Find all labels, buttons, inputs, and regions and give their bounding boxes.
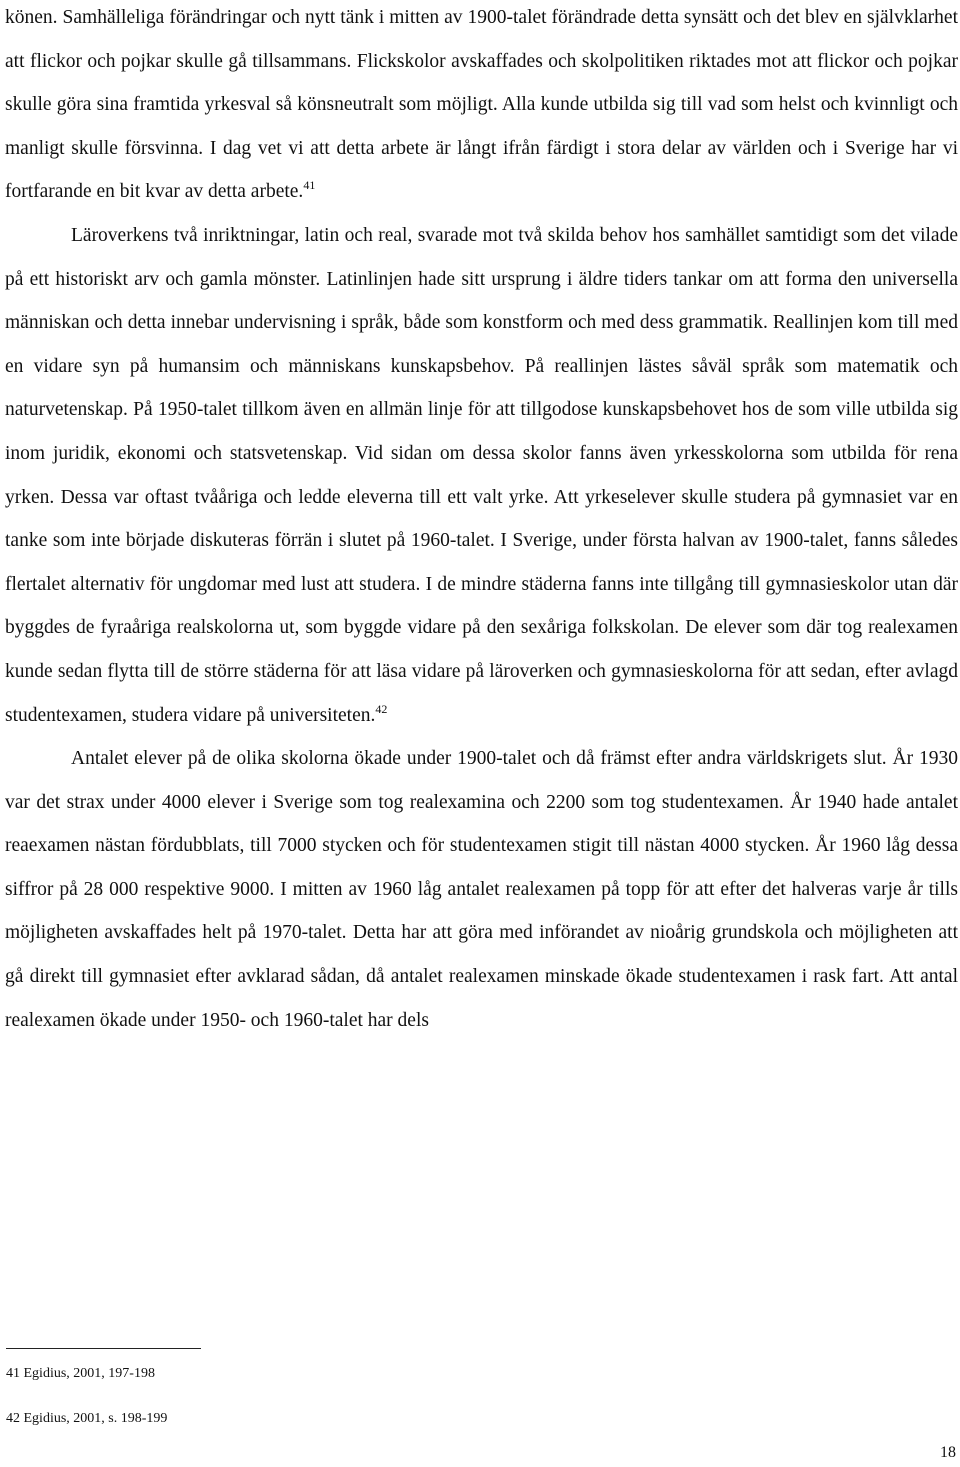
page-number: 18: [940, 1444, 956, 1461]
paragraph-3: [5, 737, 958, 1042]
footnote-41: 41 Egidius, 2001, 197-198: [6, 1366, 155, 1381]
footnote-ref-42[interactable]: 42: [375, 701, 388, 716]
paragraph-2: [5, 214, 958, 737]
body-text: [5, 0, 958, 1042]
paragraph-2-text: Läroverkens två inriktningar, latin och real, svarade mot två skilda behov hos samhället samtidigt som det vilade på ett historiskt arv och gamla mönster. Latinlinjen hade sitt ursprung i äldre tiders tankar om att forma den universella människan och detta innebar undervisning i språk, både som konstform och med dess grammatik. Reallinjen kom till med en vidare syn på humansim och människans kunskapsbehov. På reallinjen lästes såväl språk som matematik och naturvetenskap. På 1950-talet tillkom även en allmän linje för att tillgodose kunskapsbehovet hos de som ville utbilda sig inom juridik, ekonomi och statsvetenskap. Vid sidan om dessa skolor fanns även yrkesskolorna som utbilda för rena yrken. Dessa var oftast tvååriga och ledde eleverna till ett valt yrke. Att yrkeselever skulle studera på gymnasiet var en tanke som inte började diskuteras förrän i slutet på 1960-talet. I Sverige, under första halvan av 1900-talet, fanns således flertalet alternativ för ungdomar med lust att studera. I de mindre städerna fanns inte tillgång till gymnasieskolor utan där byggdes de fyraåriga realskolorna ut, som byggde vidare på den sexåriga folkskolan. De elever som där tog realexamen kunde sedan flytta till de större städerna för att läsa vidare på läroverken och gymnasieskolorna för att sedan, efter avlagd studentexamen, studera vidare på universiteten.: [5, 224, 958, 726]
footnote-ref-41[interactable]: 41: [303, 178, 316, 193]
paragraph-3-text: Antalet elever på de olika skolorna ökade under 1900-talet och då främst efter andra världskrigets slut. År 1930 var det strax under 4000 elever i Sverige som tog realexamina och 2200 som tog studentexamen. År 1940 hade antalet reaexamen nästan fördubblats, till 7000 stycken och för studentexamen stigit till nästan 4000 stycken. År 1960 låg dessa siffror på 28 000 respektive 9000. I mitten av 1960 låg antalet realexamen på topp för att efter det halveras varje år tills möjligheten avskaffades helt på 1970-talet. Detta har att göra med införandet av nioårig grundskola och möjligheten att gå direkt till gymnasiet efter avklarad sådan, då antalet realexamen minskade ökade studentexamen i rask fart. Att antal realexamen ökade under 1950- och 1960-talet har dels: [5, 748, 958, 1031]
paragraph-1: [5, 0, 958, 214]
footnote-separator: [6, 1348, 201, 1349]
footnote-42: 42 Egidius, 2001, s. 198-199: [6, 1411, 168, 1426]
paragraph-1-text: könen. Samhälleliga förändringar och nytt tänk i mitten av 1900-talet förändrade detta synsätt och det blev en självklarhet att flickor och pojkar skulle gå tillsammans. Flickskolor avskaffades och skolpolitiken riktades mot att flickor och pojkar skulle göra sina framtida yrkesval så könsneutralt som möjligt. Alla kunde utbilda sig till vad som helst och kvinnligt och manligt skulle försvinna. I dag vet vi att detta arbete är långt ifrån färdigt i stora delar av världen och i Sverige har vi fortfarande en bit kvar av detta arbete.: [5, 7, 958, 203]
